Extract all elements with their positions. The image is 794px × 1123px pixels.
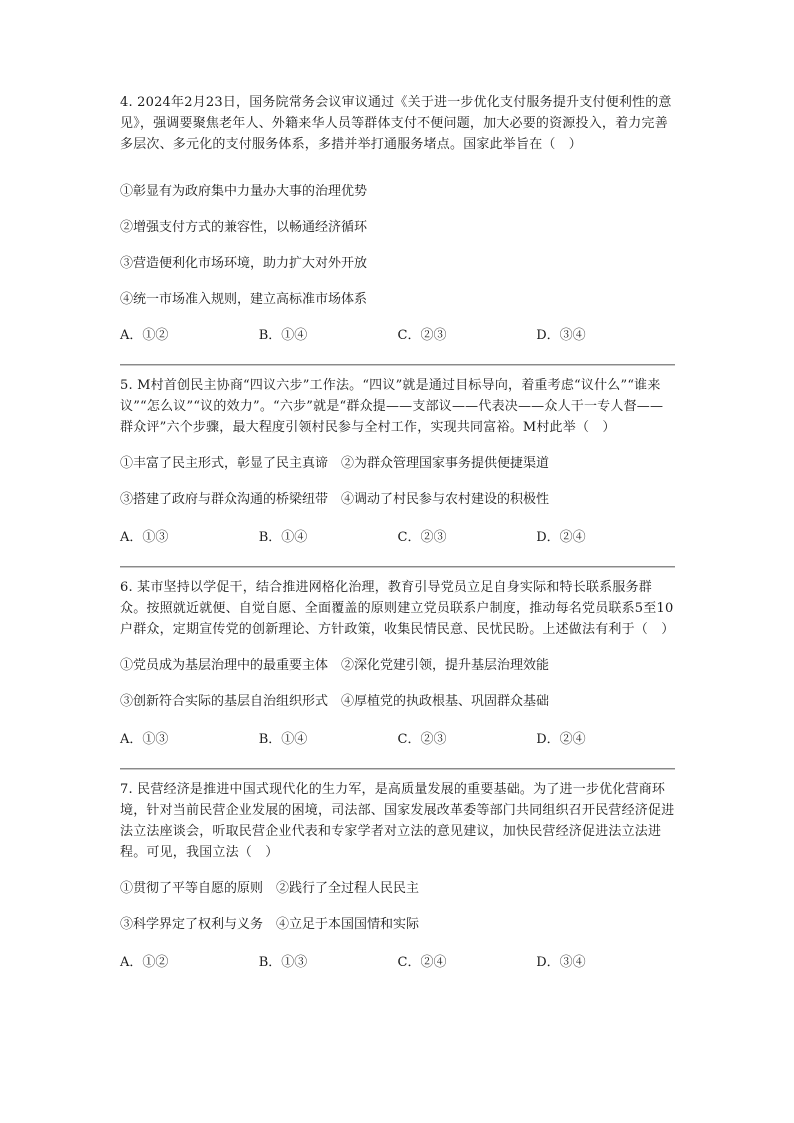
- option-3: ③营造便利化市场环境，助力扩大对外开放: [120, 256, 368, 271]
- option-row-2: ③搭建了政府与群众沟通的桥梁纽带 ④调动了村民参与农村建设的积极性: [120, 492, 550, 507]
- question-stem: 4. 2024年2月23日，国务院常务会议审议通过《关于进一步优化支付服务提升支付便利性的意见》，强调要聚焦老年人、外籍来华人员等群体支付不便问题，加大必要的资源投入，着力完善多层次、多元化的支付服务体系，多措并举打通服务堵点。国家此举旨在（ ）: [120, 95, 672, 152]
- choice-b[interactable]: B．①④: [258, 530, 308, 545]
- option-row-1: ①丰富了民主形式，彰显了民主真谛 ②为群众管理国家事务提供便捷渠道: [120, 456, 550, 471]
- question-divider: [120, 566, 675, 568]
- choice-d[interactable]: D．③④: [536, 955, 586, 970]
- choice-a[interactable]: A．①②: [120, 955, 169, 970]
- choice-c[interactable]: C．②③: [397, 732, 447, 747]
- choice-a[interactable]: A．①②: [120, 328, 169, 343]
- choice-c[interactable]: C．②③: [397, 328, 447, 343]
- question-stem: 7. 民营经济是推进中国式现代化的生力军，是高质量发展的重要基础。为了进一步优化营商环境，针对当前民营企业发展的困境，司法部、国家发展改革委等部门共同组织召开民营经济促进法立法座谈会，听取民营企业代表和专家学者对立法的意见建议，加快民营经济促进法立法进程。可见，我国立法（ ）: [120, 782, 675, 860]
- question-divider: [120, 364, 675, 366]
- answer-choices: [120, 952, 675, 973]
- option-1: ①彰显有为政府集中力量办大事的治理优势: [120, 184, 368, 199]
- question-4: [120, 92, 675, 346]
- question-divider: [120, 768, 675, 770]
- answer-choices: [120, 729, 675, 750]
- choice-d[interactable]: D．②④: [536, 732, 586, 747]
- answer-choices: [120, 325, 675, 346]
- question-6: [120, 577, 675, 750]
- choice-b[interactable]: B．①④: [258, 732, 308, 747]
- option-2: ②增强支付方式的兼容性，以畅通经济循环: [120, 220, 368, 235]
- choice-c[interactable]: C．②④: [397, 955, 447, 970]
- option-row-1: ①党员成为基层治理中的最重要主体 ②深化党建引领，提升基层治理效能: [120, 658, 550, 673]
- option-row-2: ③创新符合实际的基层自治组织形式 ④厚植党的执政根基、巩固群众基础: [120, 694, 550, 709]
- question-stem: 6. 某市坚持以学促干，结合推进网格化治理，教育引导党员立足自身实际和特长联系服务群众。按照就近就便、自觉自愿、全面覆盖的原则建立党员联系户制度，推动每名党员联系5至10户群众，定期宣传党的创新理论、方针政策，收集民情民意、民忧民盼。上述做法有利于（ ）: [120, 580, 675, 637]
- question-7: [120, 779, 675, 973]
- option-4: ④统一市场准入规则，建立高标准市场体系: [120, 292, 368, 307]
- option-row-1: ①贯彻了平等自愿的原则 ②践行了全过程人民民主: [120, 881, 420, 896]
- choice-c[interactable]: C．②③: [397, 530, 447, 545]
- choice-a[interactable]: A．①③: [120, 530, 169, 545]
- choice-d[interactable]: D．②④: [536, 530, 586, 545]
- choice-b[interactable]: B．①③: [258, 955, 308, 970]
- choice-b[interactable]: B．①④: [258, 328, 308, 343]
- choice-a[interactable]: A．①③: [120, 732, 169, 747]
- question-stem: 5. M村首创民主协商“四议六步”工作法。“四议”就是通过目标导向，着重考虑“议什么”“谁来议”“怎么议”“议的效力”。“六步”就是“群众提——支部议——代表决——众人干一专人督——群众评”六个步骤，最大程度引领村民参与全村工作，实现共同富裕。M村此举（ ）: [120, 378, 664, 435]
- option-row-2: ③科学界定了权利与义务 ④立足于本国国情和实际: [120, 917, 420, 932]
- question-5: [120, 375, 675, 548]
- choice-d[interactable]: D．③④: [536, 328, 586, 343]
- answer-choices: [120, 527, 675, 548]
- exam-page: [120, 92, 675, 973]
